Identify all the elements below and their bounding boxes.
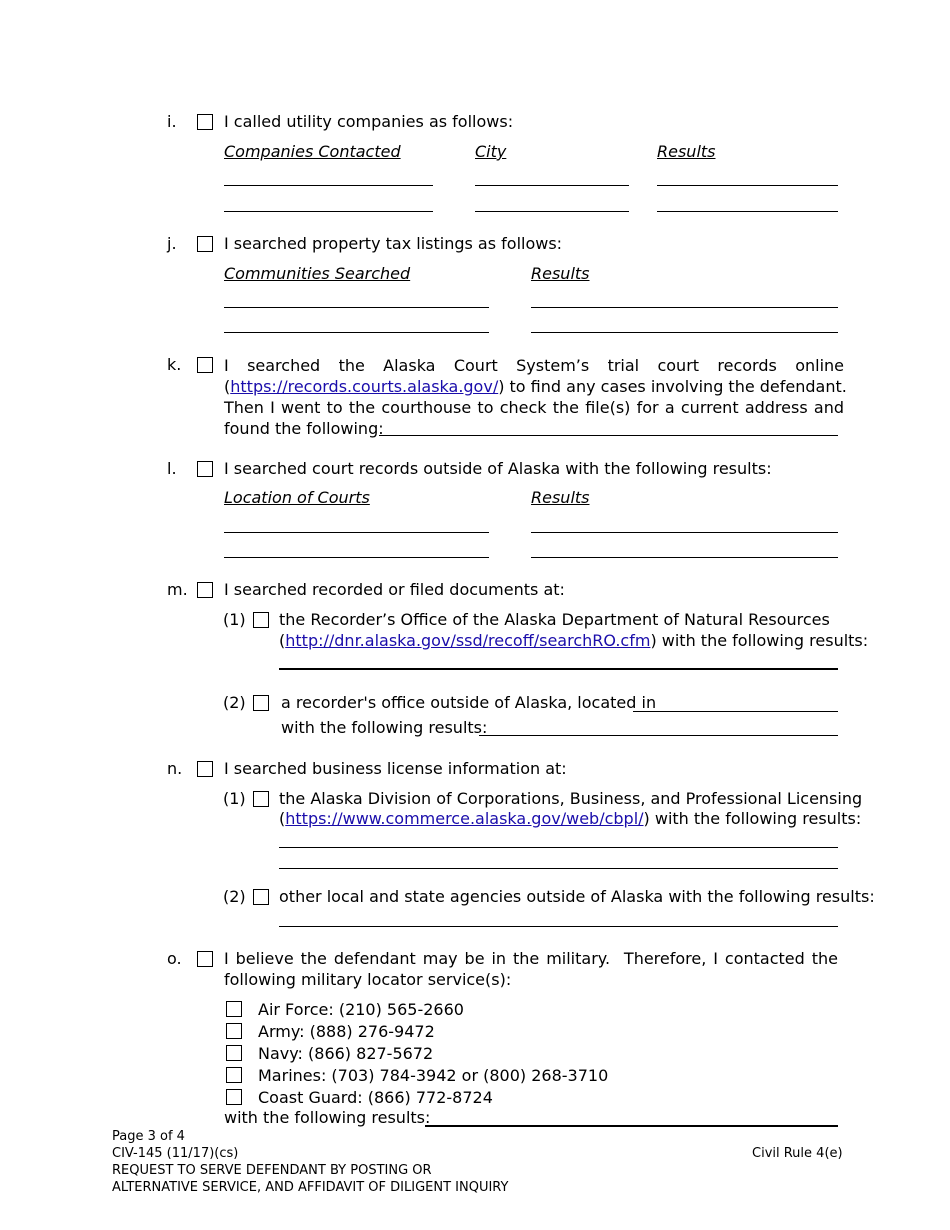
item-l-checkbox[interactable] [197, 461, 213, 477]
military-results-line[interactable] [425, 1125, 838, 1127]
item-n-sub1-line2 [279, 809, 861, 829]
item-k-line-2-after: ) to find any cases involving the defendant. [498, 377, 847, 396]
results-line-2[interactable] [531, 332, 838, 333]
army-label: Army: (888) 276-9472 [258, 1022, 435, 1041]
city-line-1[interactable] [475, 185, 629, 186]
header-results: Results [657, 142, 716, 161]
item-o-line2: following military locator service(s): [224, 970, 512, 989]
item-n-text: I searched business license information at: [224, 759, 567, 778]
results-line-1[interactable] [531, 532, 838, 533]
item-o-label: o. [167, 949, 182, 968]
results-line-1[interactable] [531, 307, 838, 308]
item-n-label: n. [167, 759, 183, 778]
header-results: Results [531, 488, 590, 507]
item-l-label: l. [167, 459, 177, 478]
item-m-sub2-checkbox[interactable] [253, 695, 269, 711]
found-following-line[interactable] [379, 435, 838, 436]
item-k-checkbox[interactable] [197, 357, 213, 373]
item-n-checkbox[interactable] [197, 761, 213, 777]
item-m-label: m. [167, 580, 188, 599]
communities-line-2[interactable] [224, 332, 489, 333]
results-line-1[interactable] [657, 185, 838, 186]
item-n-sub1-num: (1) [223, 789, 246, 808]
item-l-text: I searched court records outside of Alaska with the following results: [224, 459, 772, 478]
item-n-sub1-checkbox[interactable] [253, 791, 269, 807]
item-k-line-1: I searched the Alaska Court System’s trial court records online [224, 356, 844, 375]
item-k-line-2 [224, 376, 847, 397]
item-o-checkbox[interactable] [197, 951, 213, 967]
item-m-checkbox[interactable] [197, 582, 213, 598]
item-m-sub1-after: ) with the following results: [650, 631, 869, 650]
item-n-sub2-num: (2) [223, 887, 246, 906]
cbpl-results-line-1[interactable] [279, 847, 838, 848]
item-j-checkbox[interactable] [197, 236, 213, 252]
results-line-2[interactable] [531, 557, 838, 558]
item-n-sub1-line1: the Alaska Division of Corporations, Business, and Professional Licensing [279, 789, 863, 808]
results-line-2[interactable] [657, 211, 838, 212]
item-m-text: I searched recorded or filed documents at: [224, 580, 565, 599]
item-m-sub2-line1: a recorder's office outside of Alaska, located in [281, 693, 657, 712]
form-title-line-1: REQUEST TO SERVE DEFENDANT BY POSTING OR [112, 1163, 432, 1178]
item-n-sub2-checkbox[interactable] [253, 889, 269, 905]
header-location-of-courts: Location of Courts [224, 488, 370, 507]
court-records-link[interactable]: https://records.courts.alaska.gov/ [230, 377, 499, 396]
recorder-location-line[interactable] [633, 711, 838, 712]
item-j-text: I searched property tax listings as follows: [224, 234, 563, 253]
item-m-sub1-checkbox[interactable] [253, 612, 269, 628]
header-results: Results [531, 264, 590, 283]
item-o-line1: I believe the defendant may be in the military. Therefore, I contacted the [224, 949, 838, 968]
coast-guard-label: Coast Guard: (866) 772-8724 [258, 1088, 493, 1107]
item-k-label: k. [167, 355, 182, 374]
navy-checkbox[interactable] [226, 1045, 242, 1061]
item-k-line-3: Then I went to the courthouse to check the file(s) for a current address and [224, 398, 844, 417]
form-title-line-2: ALTERNATIVE SERVICE, AND AFFIDAVIT OF DILIGENT INQUIRY [112, 1180, 509, 1195]
companies-line-2[interactable] [224, 211, 433, 212]
marines-label: Marines: (703) 784-3942 or (800) 268-3710 [258, 1066, 609, 1085]
item-n-sub1-after: ) with the following results: [643, 809, 862, 828]
dnr-recorder-link[interactable]: http://dnr.alaska.gov/ssd/recoff/searchRO.cfm [285, 631, 651, 650]
item-n-sub2-line1: other local and state agencies outside of Alaska with the following results: [279, 887, 875, 906]
item-m-sub1-num: (1) [223, 610, 246, 629]
item-i-checkbox[interactable] [197, 114, 213, 130]
navy-label: Navy: (866) 827-5672 [258, 1044, 434, 1063]
dnr-results-line[interactable] [279, 668, 838, 670]
air-force-label: Air Force: (210) 565-2660 [258, 1000, 464, 1019]
coast-guard-checkbox[interactable] [226, 1089, 242, 1105]
marines-checkbox[interactable] [226, 1067, 242, 1083]
item-m-sub1-line2 [279, 631, 868, 651]
item-i-label: i. [167, 112, 177, 131]
city-line-2[interactable] [475, 211, 629, 212]
header-city: City [475, 142, 507, 161]
open-paren: ( [279, 809, 286, 828]
cbpl-link[interactable]: https://www.commerce.alaska.gov/web/cbpl/ [285, 809, 644, 828]
item-m-sub2-line2: with the following results: [281, 718, 488, 737]
header-companies-contacted: Companies Contacted [224, 142, 401, 161]
item-j-label: j. [167, 234, 177, 253]
header-communities-searched: Communities Searched [224, 264, 411, 283]
cbpl-results-line-2[interactable] [279, 868, 838, 869]
form-id: CIV-145 (11/17)(cs) [112, 1146, 239, 1161]
item-m-sub2-num: (2) [223, 693, 246, 712]
open-paren: ( [224, 377, 231, 396]
military-results-label: with the following results: [224, 1108, 431, 1127]
recorder-results-line[interactable] [479, 735, 838, 736]
item-i-text: I called utility companies as follows: [224, 112, 514, 131]
companies-line-1[interactable] [224, 185, 433, 186]
communities-line-1[interactable] [224, 307, 489, 308]
air-force-checkbox[interactable] [226, 1001, 242, 1017]
open-paren: ( [279, 631, 286, 650]
location-line-2[interactable] [224, 557, 489, 558]
other-agencies-results-line[interactable] [279, 926, 838, 927]
item-m-sub1-line1: the Recorder’s Office of the Alaska Department of Natural Resources [279, 610, 830, 629]
army-checkbox[interactable] [226, 1023, 242, 1039]
civil-rule: Civil Rule 4(e) [752, 1146, 843, 1161]
location-line-1[interactable] [224, 532, 489, 533]
page-number: Page 3 of 4 [112, 1129, 185, 1144]
item-k-line-4: found the following: [224, 419, 384, 438]
